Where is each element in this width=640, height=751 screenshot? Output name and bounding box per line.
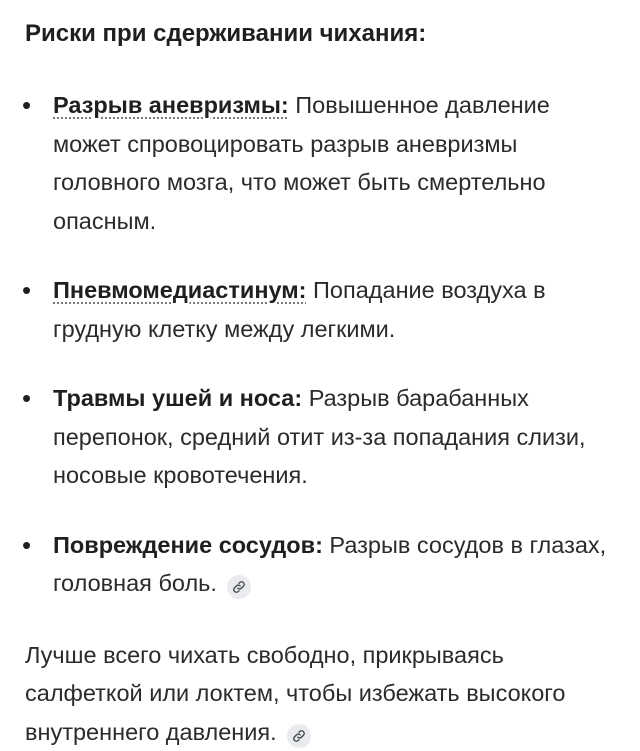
description-ear-nose-injuries: Разрыв барабанных перепонок, средний отит из-за попадания слизи, носовые кровотечения. — [53, 385, 586, 488]
risk-list — [25, 86, 616, 603]
description-vessel-damage: Разрыв сосудов в глазах, головная боль. — [53, 532, 606, 597]
description-aneurysm: Повышенное давление может спровоцировать разрыв аневризмы головного мозга, что может быть смертельно опасным. — [53, 92, 550, 234]
bullet-marker: • — [22, 526, 31, 564]
section-heading: Риски при сдерживании чихания: — [25, 20, 616, 48]
list-item-pneumomediastinum — [25, 271, 616, 348]
link-icon — [232, 580, 246, 594]
conclusion-paragraph — [25, 636, 616, 751]
list-item-vessel-damage — [25, 526, 616, 603]
term-ear-nose-injuries: Травмы ушей и носа: — [53, 385, 302, 411]
description-pneumomediastinum: Попадание воздуха в грудную клетку между легкими. — [53, 277, 546, 342]
term-aneurysm[interactable]: Разрыв аневризмы: — [53, 92, 289, 118]
bullet-marker: • — [22, 271, 31, 309]
list-item-ear-nose-injuries — [25, 379, 616, 495]
bullet-marker: • — [22, 379, 31, 417]
link-icon — [292, 729, 306, 743]
term-vessel-damage: Повреждение сосудов: — [53, 532, 323, 558]
list-item-aneurysm — [25, 86, 616, 240]
bullet-marker: • — [22, 86, 31, 124]
conclusion-text: Лучше всего чихать свободно, прикрываясь салфеткой или локтем, чтобы избежать высокого внутреннего давления. — [25, 642, 565, 745]
term-pneumomediastinum[interactable]: Пневмомедиастинум: — [53, 277, 307, 303]
source-link-button[interactable] — [287, 724, 311, 748]
source-link-button[interactable] — [227, 575, 251, 599]
